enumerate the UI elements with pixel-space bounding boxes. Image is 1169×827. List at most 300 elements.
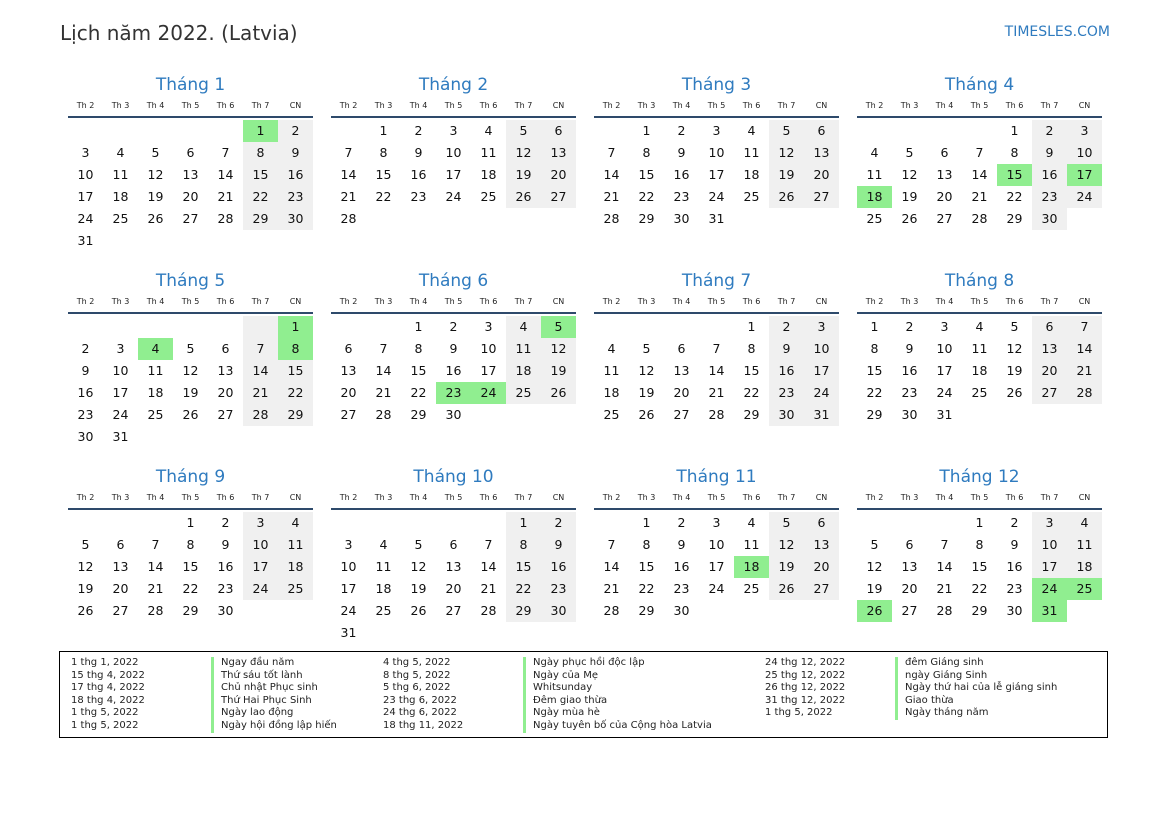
day-cell[interactable]: 22: [866, 385, 883, 400]
day-cell[interactable]: 4: [747, 515, 756, 530]
day-cell[interactable]: 23: [541, 578, 576, 600]
day-cell[interactable]: 3: [484, 319, 493, 334]
day-cell[interactable]: 21: [936, 581, 953, 596]
day-cell[interactable]: 3: [344, 537, 353, 552]
day-cell[interactable]: 9: [221, 537, 230, 552]
day-cell[interactable]: 7: [151, 537, 160, 552]
day-cell[interactable]: 24: [1032, 578, 1067, 600]
day-cell[interactable]: 27: [804, 578, 839, 600]
day-cell[interactable]: 25: [480, 189, 497, 204]
day-cell[interactable]: 2: [677, 123, 686, 138]
day-cell[interactable]: 4: [116, 145, 125, 160]
day-cell[interactable]: 14: [603, 559, 620, 574]
day-cell[interactable]: 27: [804, 186, 839, 208]
day-cell[interactable]: 31: [340, 625, 357, 640]
day-cell[interactable]: 13: [936, 167, 953, 182]
day-cell[interactable]: 25: [375, 603, 392, 618]
day-cell[interactable]: 13: [1032, 338, 1067, 360]
day-cell[interactable]: 7: [243, 338, 278, 360]
day-cell[interactable]: 17: [340, 581, 357, 596]
day-cell[interactable]: 14: [1067, 338, 1102, 360]
day-cell[interactable]: 15: [971, 559, 988, 574]
day-cell[interactable]: 8: [506, 534, 541, 556]
day-cell[interactable]: 4: [278, 512, 313, 534]
day-cell[interactable]: 3: [940, 319, 949, 334]
day-cell[interactable]: 23: [1006, 581, 1023, 596]
day-cell[interactable]: 25: [1067, 578, 1102, 600]
day-cell[interactable]: 30: [1006, 603, 1023, 618]
day-cell[interactable]: 20: [112, 581, 129, 596]
day-cell[interactable]: 16: [673, 559, 690, 574]
day-cell[interactable]: 11: [743, 537, 760, 552]
day-cell[interactable]: 1: [870, 319, 879, 334]
day-cell[interactable]: 23: [1032, 186, 1067, 208]
day-cell[interactable]: 17: [936, 363, 953, 378]
day-cell[interactable]: 12: [769, 142, 804, 164]
day-cell[interactable]: 20: [673, 385, 690, 400]
day-cell[interactable]: 3: [712, 515, 721, 530]
day-cell[interactable]: 5: [769, 512, 804, 534]
day-cell[interactable]: 18: [147, 385, 164, 400]
day-cell[interactable]: 9: [769, 338, 804, 360]
day-cell[interactable]: 26: [506, 186, 541, 208]
day-cell[interactable]: 19: [901, 189, 918, 204]
day-cell[interactable]: 6: [940, 145, 949, 160]
day-cell[interactable]: 24: [112, 407, 129, 422]
day-cell[interactable]: 18: [375, 581, 392, 596]
day-cell[interactable]: 8: [747, 341, 756, 356]
day-cell[interactable]: 5: [506, 120, 541, 142]
day-cell[interactable]: 8: [870, 341, 879, 356]
day-cell[interactable]: 26: [901, 211, 918, 226]
day-cell[interactable]: 26: [77, 603, 94, 618]
day-cell[interactable]: 6: [541, 120, 576, 142]
day-cell[interactable]: 7: [940, 537, 949, 552]
day-cell[interactable]: 21: [243, 382, 278, 404]
day-cell[interactable]: 20: [936, 189, 953, 204]
day-cell[interactable]: 19: [77, 581, 94, 596]
day-cell[interactable]: 16: [217, 559, 234, 574]
day-cell[interactable]: 2: [81, 341, 90, 356]
day-cell[interactable]: 24: [1067, 186, 1102, 208]
day-cell[interactable]: 30: [673, 603, 690, 618]
day-cell[interactable]: 3: [1067, 120, 1102, 142]
day-cell[interactable]: 2: [414, 123, 423, 138]
day-cell[interactable]: 12: [182, 363, 199, 378]
day-cell[interactable]: 29: [182, 603, 199, 618]
day-cell[interactable]: 29: [866, 407, 883, 422]
day-cell[interactable]: 22: [743, 385, 760, 400]
day-cell[interactable]: 9: [1032, 142, 1067, 164]
day-cell[interactable]: 7: [221, 145, 230, 160]
day-cell[interactable]: 19: [866, 581, 883, 596]
day-cell[interactable]: 1: [278, 316, 313, 338]
day-cell[interactable]: 30: [445, 407, 462, 422]
day-cell[interactable]: 23: [217, 581, 234, 596]
day-cell[interactable]: 6: [905, 537, 914, 552]
day-cell[interactable]: 11: [971, 341, 988, 356]
day-cell[interactable]: 19: [147, 189, 164, 204]
day-cell[interactable]: 31: [112, 429, 129, 444]
day-cell[interactable]: 10: [936, 341, 953, 356]
day-cell[interactable]: 28: [603, 211, 620, 226]
day-cell[interactable]: 28: [603, 603, 620, 618]
day-cell[interactable]: 27: [936, 211, 953, 226]
day-cell[interactable]: 1: [747, 319, 756, 334]
day-cell[interactable]: 8: [186, 537, 195, 552]
day-cell[interactable]: 27: [182, 211, 199, 226]
day-cell[interactable]: 20: [445, 581, 462, 596]
day-cell[interactable]: 12: [506, 142, 541, 164]
day-cell[interactable]: 9: [541, 534, 576, 556]
day-cell[interactable]: 13: [804, 142, 839, 164]
day-cell[interactable]: 21: [147, 581, 164, 596]
day-cell[interactable]: 26: [147, 211, 164, 226]
day-cell[interactable]: 9: [1010, 537, 1019, 552]
day-cell[interactable]: 13: [901, 559, 918, 574]
day-cell[interactable]: 27: [1032, 382, 1067, 404]
day-cell[interactable]: 22: [182, 581, 199, 596]
day-cell[interactable]: 15: [743, 363, 760, 378]
day-cell[interactable]: 15: [638, 559, 655, 574]
day-cell[interactable]: 1: [1010, 123, 1019, 138]
day-cell[interactable]: 11: [866, 167, 883, 182]
day-cell[interactable]: 2: [1032, 120, 1067, 142]
day-cell[interactable]: 11: [603, 363, 620, 378]
day-cell[interactable]: 28: [147, 603, 164, 618]
day-cell[interactable]: 21: [1067, 360, 1102, 382]
day-cell[interactable]: 1: [186, 515, 195, 530]
day-cell[interactable]: 27: [445, 603, 462, 618]
day-cell[interactable]: 9: [449, 341, 458, 356]
day-cell[interactable]: 22: [375, 189, 392, 204]
day-cell[interactable]: 8: [642, 145, 651, 160]
day-cell[interactable]: 30: [901, 407, 918, 422]
day-cell[interactable]: 15: [866, 363, 883, 378]
day-cell[interactable]: 12: [1006, 341, 1023, 356]
day-cell[interactable]: 21: [375, 385, 392, 400]
day-cell[interactable]: 4: [975, 319, 984, 334]
day-cell[interactable]: 10: [1067, 142, 1102, 164]
day-cell[interactable]: 27: [673, 407, 690, 422]
day-cell[interactable]: 17: [112, 385, 129, 400]
day-cell[interactable]: 18: [971, 363, 988, 378]
day-cell[interactable]: 10: [708, 145, 725, 160]
day-cell[interactable]: 29: [243, 208, 278, 230]
day-cell[interactable]: 16: [278, 164, 313, 186]
day-cell[interactable]: 5: [414, 537, 423, 552]
day-cell[interactable]: 25: [278, 578, 313, 600]
site-link[interactable]: TIMESLES.COM: [1004, 24, 1110, 40]
day-cell[interactable]: 18: [112, 189, 129, 204]
day-cell[interactable]: 9: [677, 537, 686, 552]
day-cell[interactable]: 14: [375, 363, 392, 378]
day-cell[interactable]: 9: [677, 145, 686, 160]
day-cell[interactable]: 12: [769, 534, 804, 556]
day-cell[interactable]: 11: [743, 145, 760, 160]
day-cell[interactable]: 20: [901, 581, 918, 596]
day-cell[interactable]: 12: [638, 363, 655, 378]
day-cell[interactable]: 4: [484, 123, 493, 138]
day-cell[interactable]: 28: [375, 407, 392, 422]
day-cell[interactable]: 24: [804, 382, 839, 404]
day-cell[interactable]: 14: [708, 363, 725, 378]
day-cell[interactable]: 29: [743, 407, 760, 422]
day-cell[interactable]: 11: [112, 167, 129, 182]
day-cell[interactable]: 13: [112, 559, 129, 574]
day-cell[interactable]: 21: [603, 189, 620, 204]
day-cell[interactable]: 11: [506, 338, 541, 360]
day-cell[interactable]: 10: [112, 363, 129, 378]
day-cell[interactable]: 15: [997, 164, 1032, 186]
day-cell[interactable]: 7: [607, 537, 616, 552]
day-cell[interactable]: 10: [708, 537, 725, 552]
day-cell[interactable]: 19: [506, 164, 541, 186]
day-cell[interactable]: 31: [804, 404, 839, 426]
day-cell[interactable]: 29: [638, 603, 655, 618]
day-cell[interactable]: 9: [414, 145, 423, 160]
day-cell[interactable]: 16: [77, 385, 94, 400]
day-cell[interactable]: 24: [936, 385, 953, 400]
day-cell[interactable]: 14: [243, 360, 278, 382]
day-cell[interactable]: 22: [278, 382, 313, 404]
day-cell[interactable]: 17: [445, 167, 462, 182]
day-cell[interactable]: 5: [870, 537, 879, 552]
day-cell[interactable]: 22: [638, 189, 655, 204]
day-cell[interactable]: 18: [480, 167, 497, 182]
day-cell[interactable]: 4: [379, 537, 388, 552]
day-cell[interactable]: 2: [677, 515, 686, 530]
day-cell[interactable]: 15: [243, 164, 278, 186]
day-cell[interactable]: 20: [804, 556, 839, 578]
day-cell[interactable]: 17: [708, 167, 725, 182]
day-cell[interactable]: 30: [769, 404, 804, 426]
day-cell[interactable]: 21: [480, 581, 497, 596]
day-cell[interactable]: 7: [1067, 316, 1102, 338]
day-cell[interactable]: 25: [743, 581, 760, 596]
day-cell[interactable]: 19: [638, 385, 655, 400]
day-cell[interactable]: 28: [340, 211, 357, 226]
day-cell[interactable]: 28: [243, 404, 278, 426]
day-cell[interactable]: 16: [769, 360, 804, 382]
day-cell[interactable]: 13: [673, 363, 690, 378]
day-cell[interactable]: 31: [1032, 600, 1067, 622]
day-cell[interactable]: 5: [186, 341, 195, 356]
day-cell[interactable]: 23: [410, 189, 427, 204]
day-cell[interactable]: 3: [712, 123, 721, 138]
day-cell[interactable]: 4: [138, 338, 173, 360]
day-cell[interactable]: 5: [81, 537, 90, 552]
day-cell[interactable]: 1: [414, 319, 423, 334]
day-cell[interactable]: 29: [971, 603, 988, 618]
day-cell[interactable]: 18: [743, 167, 760, 182]
day-cell[interactable]: 25: [866, 211, 883, 226]
day-cell[interactable]: 25: [603, 407, 620, 422]
day-cell[interactable]: 1: [506, 512, 541, 534]
day-cell[interactable]: 3: [1032, 512, 1067, 534]
day-cell[interactable]: 13: [445, 559, 462, 574]
day-cell[interactable]: 20: [182, 189, 199, 204]
day-cell[interactable]: 13: [340, 363, 357, 378]
day-cell[interactable]: 20: [541, 164, 576, 186]
day-cell[interactable]: 17: [243, 556, 278, 578]
day-cell[interactable]: 26: [638, 407, 655, 422]
day-cell[interactable]: 3: [449, 123, 458, 138]
day-cell[interactable]: 28: [217, 211, 234, 226]
day-cell[interactable]: 17: [708, 559, 725, 574]
day-cell[interactable]: 13: [182, 167, 199, 182]
day-cell[interactable]: 26: [1006, 385, 1023, 400]
day-cell[interactable]: 24: [708, 581, 725, 596]
day-cell[interactable]: 17: [1032, 556, 1067, 578]
day-cell[interactable]: 25: [147, 407, 164, 422]
day-cell[interactable]: 3: [116, 341, 125, 356]
day-cell[interactable]: 9: [905, 341, 914, 356]
day-cell[interactable]: 8: [414, 341, 423, 356]
day-cell[interactable]: 27: [112, 603, 129, 618]
day-cell[interactable]: 6: [344, 341, 353, 356]
day-cell[interactable]: 24: [77, 211, 94, 226]
day-cell[interactable]: 9: [278, 142, 313, 164]
day-cell[interactable]: 14: [147, 559, 164, 574]
day-cell[interactable]: 2: [221, 515, 230, 530]
day-cell[interactable]: 16: [1032, 164, 1067, 186]
day-cell[interactable]: 14: [936, 559, 953, 574]
day-cell[interactable]: 4: [607, 341, 616, 356]
day-cell[interactable]: 12: [77, 559, 94, 574]
day-cell[interactable]: 16: [901, 363, 918, 378]
day-cell[interactable]: 28: [936, 603, 953, 618]
day-cell[interactable]: 6: [804, 120, 839, 142]
day-cell[interactable]: 22: [638, 581, 655, 596]
day-cell[interactable]: 27: [217, 407, 234, 422]
day-cell[interactable]: 6: [677, 341, 686, 356]
day-cell[interactable]: 14: [603, 167, 620, 182]
day-cell[interactable]: 5: [769, 120, 804, 142]
day-cell[interactable]: 24: [243, 578, 278, 600]
day-cell[interactable]: 28: [480, 603, 497, 618]
day-cell[interactable]: 6: [116, 537, 125, 552]
day-cell[interactable]: 31: [77, 233, 94, 248]
day-cell[interactable]: 15: [410, 363, 427, 378]
day-cell[interactable]: 4: [870, 145, 879, 160]
day-cell[interactable]: 10: [340, 559, 357, 574]
day-cell[interactable]: 15: [506, 556, 541, 578]
day-cell[interactable]: 15: [638, 167, 655, 182]
day-cell[interactable]: 8: [243, 142, 278, 164]
day-cell[interactable]: 21: [340, 189, 357, 204]
day-cell[interactable]: 18: [857, 186, 892, 208]
day-cell[interactable]: 30: [278, 208, 313, 230]
day-cell[interactable]: 28: [708, 407, 725, 422]
day-cell[interactable]: 4: [1067, 512, 1102, 534]
day-cell[interactable]: 1: [243, 120, 278, 142]
day-cell[interactable]: 17: [77, 189, 94, 204]
day-cell[interactable]: 5: [151, 145, 160, 160]
day-cell[interactable]: 23: [769, 382, 804, 404]
day-cell[interactable]: 20: [217, 385, 234, 400]
day-cell[interactable]: 19: [541, 360, 576, 382]
day-cell[interactable]: 24: [708, 189, 725, 204]
day-cell[interactable]: 13: [217, 363, 234, 378]
day-cell[interactable]: 3: [81, 145, 90, 160]
day-cell[interactable]: 20: [340, 385, 357, 400]
day-cell[interactable]: 30: [77, 429, 94, 444]
day-cell[interactable]: 7: [975, 145, 984, 160]
day-cell[interactable]: 22: [410, 385, 427, 400]
day-cell[interactable]: 10: [804, 338, 839, 360]
day-cell[interactable]: 22: [1006, 189, 1023, 204]
day-cell[interactable]: 1: [642, 515, 651, 530]
day-cell[interactable]: 26: [410, 603, 427, 618]
day-cell[interactable]: 22: [971, 581, 988, 596]
day-cell[interactable]: 2: [278, 120, 313, 142]
day-cell[interactable]: 1: [642, 123, 651, 138]
day-cell[interactable]: 4: [506, 316, 541, 338]
day-cell[interactable]: 25: [112, 211, 129, 226]
day-cell[interactable]: 16: [410, 167, 427, 182]
day-cell[interactable]: 10: [480, 341, 497, 356]
day-cell[interactable]: 8: [379, 145, 388, 160]
day-cell[interactable]: 11: [375, 559, 392, 574]
day-cell[interactable]: 13: [804, 534, 839, 556]
day-cell[interactable]: 7: [344, 145, 353, 160]
day-cell[interactable]: 23: [77, 407, 94, 422]
day-cell[interactable]: 2: [905, 319, 914, 334]
day-cell[interactable]: 29: [1006, 211, 1023, 226]
day-cell[interactable]: 18: [734, 556, 769, 578]
day-cell[interactable]: 6: [1032, 316, 1067, 338]
day-cell[interactable]: 19: [1006, 363, 1023, 378]
day-cell[interactable]: 8: [278, 338, 313, 360]
day-cell[interactable]: 12: [147, 167, 164, 182]
day-cell[interactable]: 16: [541, 556, 576, 578]
day-cell[interactable]: 18: [603, 385, 620, 400]
day-cell[interactable]: 14: [340, 167, 357, 182]
day-cell[interactable]: 29: [278, 404, 313, 426]
day-cell[interactable]: 11: [278, 534, 313, 556]
day-cell[interactable]: 14: [480, 559, 497, 574]
day-cell[interactable]: 6: [449, 537, 458, 552]
day-cell[interactable]: 31: [936, 407, 953, 422]
day-cell[interactable]: 1: [379, 123, 388, 138]
day-cell[interactable]: 2: [1010, 515, 1019, 530]
day-cell[interactable]: 23: [436, 382, 471, 404]
day-cell[interactable]: 9: [81, 363, 90, 378]
day-cell[interactable]: 31: [708, 211, 725, 226]
day-cell[interactable]: 23: [673, 581, 690, 596]
day-cell[interactable]: 22: [506, 578, 541, 600]
day-cell[interactable]: 25: [971, 385, 988, 400]
day-cell[interactable]: 30: [541, 600, 576, 622]
day-cell[interactable]: 6: [186, 145, 195, 160]
day-cell[interactable]: 8: [975, 537, 984, 552]
day-cell[interactable]: 16: [673, 167, 690, 182]
day-cell[interactable]: 20: [1032, 360, 1067, 382]
day-cell[interactable]: 24: [445, 189, 462, 204]
day-cell[interactable]: 5: [541, 316, 576, 338]
day-cell[interactable]: 12: [541, 338, 576, 360]
day-cell[interactable]: 6: [804, 512, 839, 534]
day-cell[interactable]: 2: [541, 512, 576, 534]
day-cell[interactable]: 16: [1006, 559, 1023, 574]
day-cell[interactable]: 19: [769, 556, 804, 578]
day-cell[interactable]: 26: [857, 600, 892, 622]
day-cell[interactable]: 10: [243, 534, 278, 556]
day-cell[interactable]: 12: [866, 559, 883, 574]
day-cell[interactable]: 26: [769, 578, 804, 600]
day-cell[interactable]: 27: [901, 603, 918, 618]
